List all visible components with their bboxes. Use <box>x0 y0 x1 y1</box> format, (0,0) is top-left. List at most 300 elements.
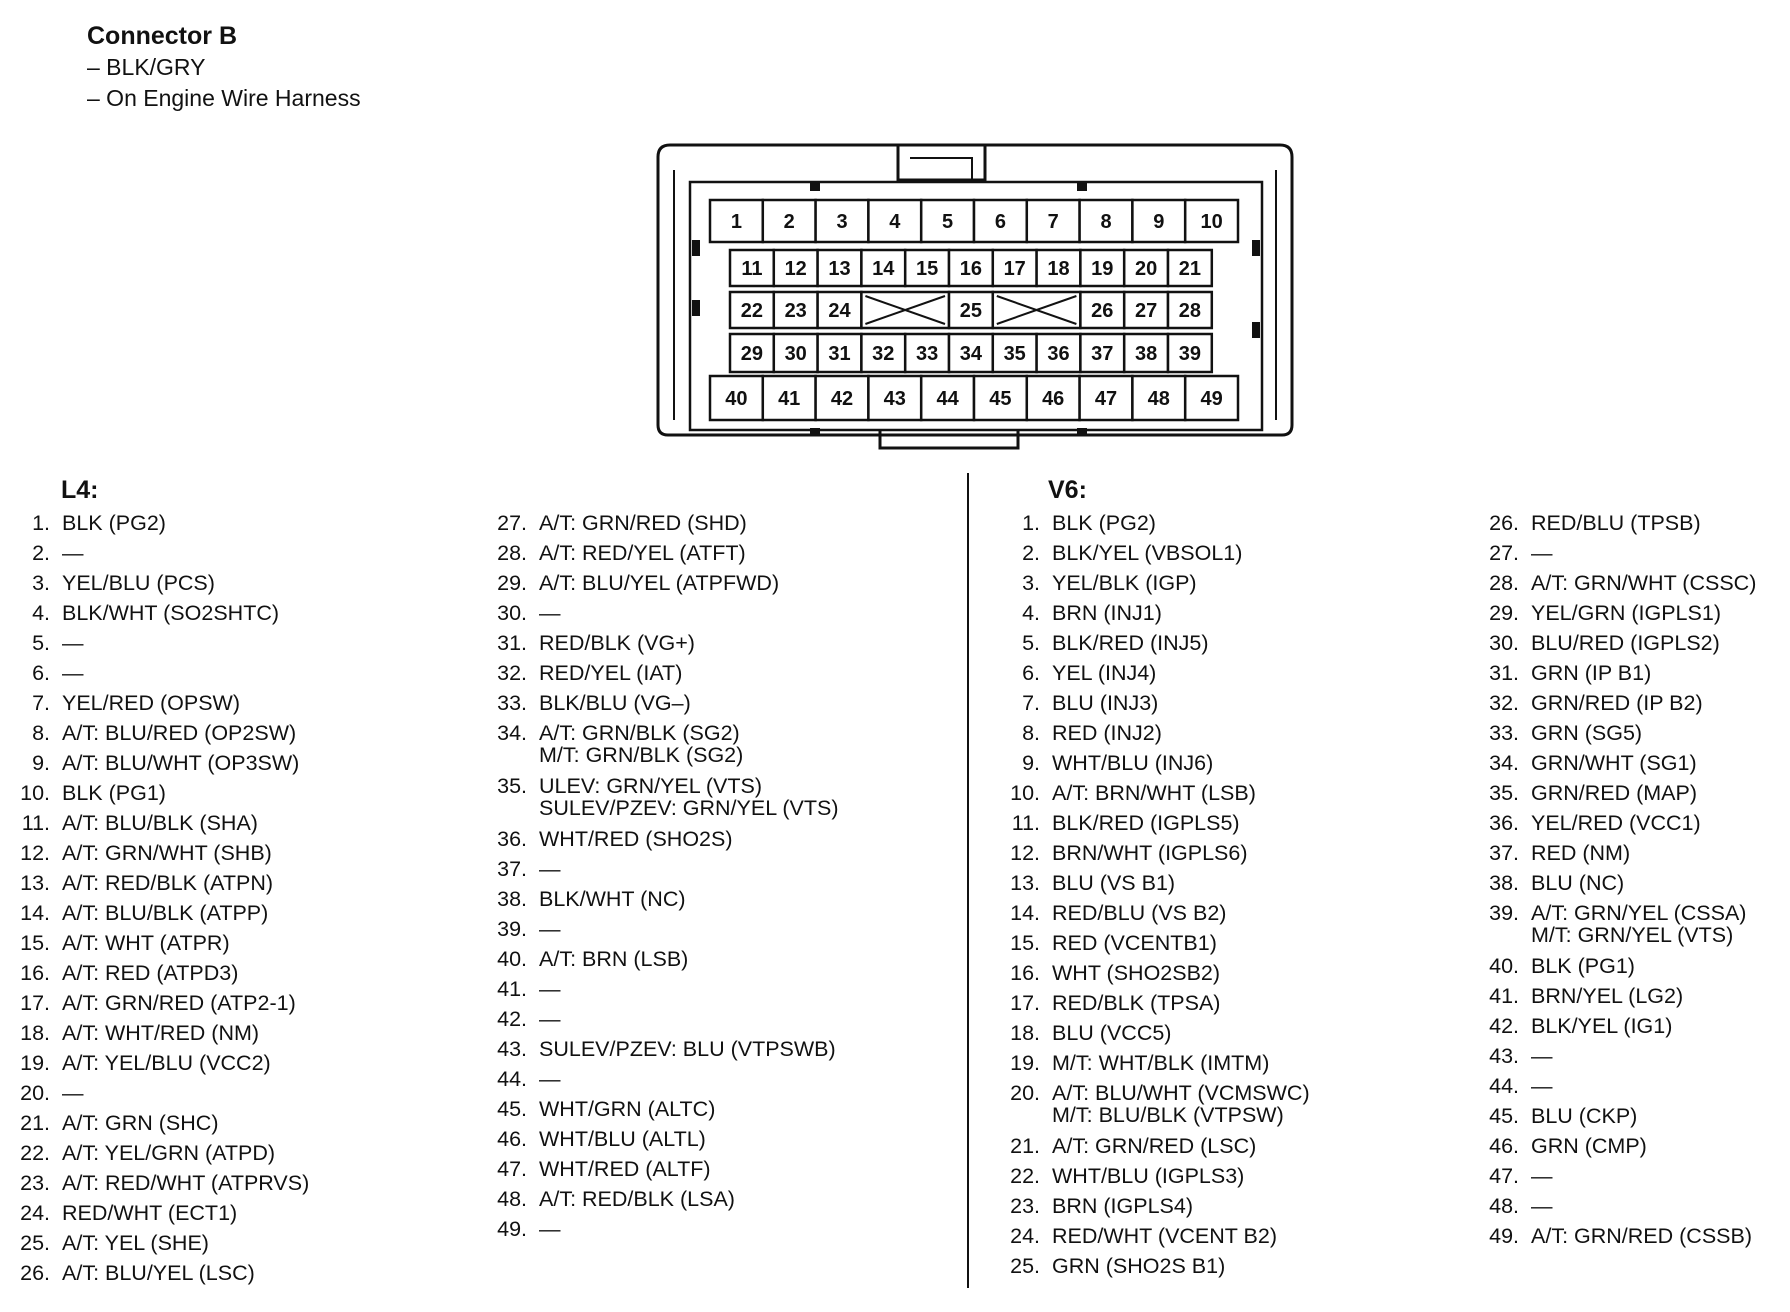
pin-entry <box>990 628 1310 658</box>
pin-entry <box>0 538 309 568</box>
pin-wire-description <box>1052 752 1213 774</box>
v6-pinout-list-2 <box>1469 508 1756 1251</box>
pin-entry <box>0 778 309 808</box>
pin-number-label: 21 <box>1178 258 1202 280</box>
pin-wire-line: RED (VCENTB1) <box>1052 931 1217 955</box>
pin-wire-description <box>1531 542 1553 564</box>
pin-wire-description <box>539 572 779 594</box>
pin-number-label: 40 <box>725 388 748 410</box>
pin-wire-description <box>1052 692 1158 714</box>
pin-wire-description <box>62 902 268 924</box>
pin-number: 5. <box>32 631 50 655</box>
pin-wire-description <box>62 1202 237 1224</box>
pin-wire-description <box>539 1068 561 1090</box>
pin-number-label: 41 <box>778 388 801 410</box>
pin-wire-line: RED/BLU (TPSB) <box>1531 511 1701 535</box>
pin-number-label: 26 <box>1091 300 1114 322</box>
pin-wire-line: A/T: RED (ATPD3) <box>62 961 239 985</box>
pin-entry <box>477 718 838 771</box>
pin-entry <box>990 1131 1310 1161</box>
pin-wire-description <box>1531 1015 1672 1037</box>
pin-wire-line: A/T: RED/BLK (ATPN) <box>62 871 274 895</box>
pin-wire-description <box>1052 842 1248 864</box>
pin-wire-line: WHT/BLU (IGPLS3) <box>1052 1164 1245 1188</box>
connector-color-note: – BLK/GRY <box>87 54 206 80</box>
pin-entry <box>477 974 838 1004</box>
pin-number-label: 32 <box>872 343 895 365</box>
pin-wire-description <box>539 1128 706 1150</box>
pin-wire-description <box>1531 985 1683 1007</box>
pin-number: 29. <box>1489 601 1519 625</box>
pin-number-label: 44 <box>936 388 959 410</box>
pin-wire-description <box>539 632 695 654</box>
pin-entry <box>1469 568 1756 598</box>
pin-entry <box>990 598 1310 628</box>
pin-entry <box>1469 981 1756 1011</box>
pin-entry <box>1469 778 1756 808</box>
pin-entry <box>477 1214 838 1244</box>
pin-number: 7. <box>1022 691 1040 715</box>
pin-entry <box>990 658 1310 688</box>
pin-number: 30. <box>497 601 527 625</box>
pin-wire-line: BRN (INJ1) <box>1052 601 1162 625</box>
pin-wire-description <box>1531 1105 1637 1127</box>
pin-wire-description <box>1052 542 1242 564</box>
pin-number-label: 11 <box>741 258 763 280</box>
pin-number: 17. <box>1010 991 1040 1015</box>
pin-entry <box>990 958 1310 988</box>
pin-wire-line: BLK/RED (IGPLS5) <box>1052 811 1240 835</box>
pin-wire-line: RED/YEL (IAT) <box>539 661 683 685</box>
pin-wire-description <box>1052 1082 1310 1126</box>
pin-wire-description <box>539 512 747 534</box>
pin-wire-description <box>1531 812 1701 834</box>
pin-entry <box>477 771 838 824</box>
pin-wire-line: — <box>1531 1194 1553 1218</box>
pin-number-label: 38 <box>1134 343 1158 365</box>
pin-wire-line: RED/BLU (VS B2) <box>1052 901 1227 925</box>
section-l4-heading: L4: <box>61 476 99 504</box>
pin-entry <box>0 808 309 838</box>
pin-entry <box>0 1228 309 1258</box>
pin-number: 48. <box>1489 1194 1519 1218</box>
pin-wire-line: — <box>62 541 84 565</box>
pin-number: 27. <box>1489 541 1519 565</box>
pin-entry <box>990 718 1310 748</box>
pin-wire-line: RED (NM) <box>1531 841 1631 865</box>
pin-wire-line: BLK (PG2) <box>1052 511 1156 535</box>
pin-wire-description <box>1531 512 1701 534</box>
pin-wire-line: A/T: GRN/WHT (CSSC) <box>1531 571 1757 595</box>
l4-pinout-list-1 <box>0 508 309 1288</box>
pin-wire-description <box>1531 782 1697 804</box>
pin-number: 21. <box>20 1111 50 1135</box>
connector-location-note: – On Engine Wire Harness <box>87 85 361 111</box>
pin-number: 44. <box>1489 1074 1519 1098</box>
pin-wire-description <box>1052 1255 1225 1277</box>
pin-wire-line: A/T: GRN/BLK (SG2) <box>539 721 740 745</box>
pin-number: 4. <box>32 601 50 625</box>
pin-wire-description <box>1052 872 1175 894</box>
pin-entry <box>0 1078 309 1108</box>
pin-number: 8. <box>1022 721 1040 745</box>
pin-entry <box>0 1198 309 1228</box>
pin-wire-line: A/T: BRN (LSB) <box>539 947 689 971</box>
pin-wire-line: BLK/YEL (VBSOL1) <box>1052 541 1243 565</box>
pin-wire-description <box>1052 632 1209 654</box>
pin-wire-description <box>1052 572 1197 594</box>
pin-number: 14. <box>1010 901 1040 925</box>
pin-number: 26. <box>20 1261 50 1285</box>
pin-wire-description <box>1531 572 1756 594</box>
pin-entry <box>1469 658 1756 688</box>
pin-wire-line: BLU (INJ3) <box>1052 691 1159 715</box>
pin-wire-description <box>1531 1135 1647 1157</box>
pin-number: 2. <box>32 541 50 565</box>
pin-number: 22. <box>20 1141 50 1165</box>
pin-wire-description <box>62 602 279 624</box>
pin-number: 13. <box>20 871 50 895</box>
pin-number-label: 1 <box>730 211 742 233</box>
pin-entry <box>990 898 1310 928</box>
pin-number-label: 45 <box>989 388 1012 410</box>
pin-number: 26. <box>1489 511 1519 535</box>
pin-number: 34. <box>497 721 527 745</box>
pin-entry <box>990 538 1310 568</box>
pin-wire-line: A/T: YEL/GRN (ATPD) <box>62 1141 276 1165</box>
pin-entry <box>477 1034 838 1064</box>
pin-number-label: 39 <box>1178 343 1202 365</box>
pin-wire-line: BRN/WHT (IGPLS6) <box>1052 841 1248 865</box>
pin-wire-line: A/T: BLU/BLK (SHA) <box>62 811 258 835</box>
pin-number: 49. <box>497 1217 527 1241</box>
pin-number-label: 18 <box>1047 258 1070 280</box>
pin-entry <box>1469 718 1756 748</box>
pin-entry <box>477 1154 838 1184</box>
pin-wire-line: SULEV/PZEV: BLU (VTPSWB) <box>539 1037 836 1061</box>
pin-number: 38. <box>1489 871 1519 895</box>
pin-entry <box>477 598 838 628</box>
pin-entry <box>990 1078 1310 1131</box>
pin-wire-line: RED/WHT (VCENT B2) <box>1052 1224 1277 1248</box>
pin-number: 42. <box>1489 1014 1519 1038</box>
pin-number-label: 3 <box>836 211 848 233</box>
pin-wire-description <box>1052 902 1226 924</box>
pin-wire-line: — <box>539 917 561 941</box>
pin-wire-description <box>1052 512 1156 534</box>
pin-number-label: 29 <box>740 343 764 365</box>
pin-wire-description <box>1052 992 1220 1014</box>
pin-number: 49. <box>1489 1224 1519 1248</box>
v6-pinout-list-1 <box>990 508 1310 1281</box>
pin-number: 20. <box>20 1081 50 1105</box>
pin-wire-line: BLU (CKP) <box>1531 1104 1638 1128</box>
pin-wire-line: BLU/RED (IGPLS2) <box>1531 631 1720 655</box>
pin-entry <box>1469 1011 1756 1041</box>
pin-wire-description <box>1052 1135 1256 1157</box>
pin-number: 7. <box>32 691 50 715</box>
pin-wire-line: A/T: YEL/BLU (VCC2) <box>62 1051 271 1075</box>
pin-number-label: 27 <box>1134 300 1158 322</box>
pin-number: 47. <box>1489 1164 1519 1188</box>
pin-number: 8. <box>32 721 50 745</box>
pin-number-label: 19 <box>1091 258 1114 280</box>
pin-entry <box>477 508 838 538</box>
pin-entry <box>990 1251 1310 1281</box>
pin-wire-description <box>62 1022 259 1044</box>
pin-number: 2. <box>1022 541 1040 565</box>
pin-entry <box>477 568 838 598</box>
pin-wire-line: YEL/GRN (IGPLS1) <box>1531 601 1721 625</box>
pin-number: 6. <box>1022 661 1040 685</box>
pin-wire-description <box>1531 1075 1553 1097</box>
pin-number: 33. <box>1489 721 1519 745</box>
pin-entry <box>1469 898 1756 951</box>
pin-wire-line: BLK/WHT (SO2SHTC) <box>62 601 280 625</box>
pin-wire-line: A/T: RED/YEL (ATFT) <box>539 541 746 565</box>
pin-wire-line: A/T: RED/WHT (ATPRVS) <box>62 1171 310 1195</box>
pin-number: 28. <box>497 541 527 565</box>
pin-number: 22. <box>1010 1164 1040 1188</box>
pin-wire-line: BRN (IGPLS4) <box>1052 1194 1193 1218</box>
pin-entry <box>990 928 1310 958</box>
pin-wire-line: A/T: GRN/RED (ATP2-1) <box>62 991 296 1015</box>
pin-wire-description <box>62 662 84 684</box>
pin-wire-line: A/T: GRN (SHC) <box>62 1111 219 1135</box>
pin-entry <box>0 838 309 868</box>
pin-entry <box>0 598 309 628</box>
pin-entry <box>0 1048 309 1078</box>
pin-wire-line: GRN (IP B1) <box>1531 661 1652 685</box>
pin-number: 15. <box>1010 931 1040 955</box>
pin-wire-line: M/T: BLU/BLK (VTPSW) <box>1052 1103 1284 1127</box>
pin-entry <box>0 1018 309 1048</box>
pin-number: 43. <box>1489 1044 1519 1068</box>
pin-wire-description <box>1052 602 1162 624</box>
pin-wire-description <box>1531 902 1746 946</box>
pin-number: 9. <box>1022 751 1040 775</box>
pin-wire-line: — <box>539 1007 561 1031</box>
pin-number: 15. <box>20 931 50 955</box>
pin-wire-description <box>539 542 746 564</box>
pin-wire-line: BLK (PG2) <box>62 511 166 535</box>
pin-number: 44. <box>497 1067 527 1091</box>
pin-number: 12. <box>1010 841 1040 865</box>
pin-wire-description <box>1531 662 1651 684</box>
pin-entry <box>477 1094 838 1124</box>
pin-number: 39. <box>1489 901 1519 925</box>
pin-wire-description <box>62 512 166 534</box>
pin-entry <box>1469 688 1756 718</box>
pin-number: 12. <box>20 841 50 865</box>
pin-number: 9. <box>32 751 50 775</box>
pin-number: 3. <box>32 571 50 595</box>
pin-number: 10. <box>20 781 50 805</box>
pin-wire-line: BRN/YEL (LG2) <box>1531 984 1684 1008</box>
section-v6-heading: V6: <box>1048 476 1087 504</box>
pin-wire-line: GRN (SG5) <box>1531 721 1643 745</box>
pin-entry <box>990 1048 1310 1078</box>
pin-number: 25. <box>1010 1254 1040 1278</box>
pin-number: 31. <box>1489 661 1519 685</box>
pin-entry <box>477 824 838 854</box>
pin-number-label: 2 <box>783 211 795 233</box>
pin-number-label: 36 <box>1047 343 1070 365</box>
pin-wire-line: A/T: BLU/WHT (OP3SW) <box>62 751 300 775</box>
pin-wire-description <box>1052 1052 1269 1074</box>
pin-entry <box>0 928 309 958</box>
pin-wire-description <box>1052 722 1162 744</box>
pin-wire-description <box>539 775 838 819</box>
pin-entry <box>990 778 1310 808</box>
pin-number-label: 47 <box>1094 388 1118 410</box>
pin-wire-line: BLK (PG1) <box>62 781 166 805</box>
pin-wire-line: WHT/GRN (ALTC) <box>539 1097 716 1121</box>
pin-wire-description <box>1531 722 1642 744</box>
pin-entry <box>1469 1101 1756 1131</box>
pin-wire-line: M/T: GRN/YEL (VTS) <box>1531 923 1734 947</box>
pin-number: 32. <box>1489 691 1519 715</box>
pin-wire-line: — <box>62 631 84 655</box>
pin-entry <box>477 628 838 658</box>
pin-number-label: 30 <box>784 343 807 365</box>
pin-wire-line: A/T: BLU/WHT (VCMSWC) <box>1052 1081 1310 1105</box>
l4-pinout-list-2 <box>477 508 838 1244</box>
pin-wire-line: GRN (SHO2S B1) <box>1052 1254 1226 1278</box>
pin-number: 41. <box>497 977 527 1001</box>
pin-wire-line: SULEV/PZEV: GRN/YEL (VTS) <box>539 796 839 820</box>
pin-wire-line: — <box>1531 541 1553 565</box>
pin-number: 39. <box>497 917 527 941</box>
pin-entry <box>1469 628 1756 658</box>
pin-entry <box>990 688 1310 718</box>
pin-wire-description <box>1052 812 1240 834</box>
pin-entry <box>477 914 838 944</box>
pin-wire-line: — <box>539 1217 561 1241</box>
pin-entry <box>1469 748 1756 778</box>
pin-wire-line: A/T: BLU/BLK (ATPP) <box>62 901 269 925</box>
pin-wire-line: BLK (PG1) <box>1531 954 1635 978</box>
pin-wire-description <box>539 978 561 1000</box>
pin-number-label: 15 <box>915 258 939 280</box>
pin-wire-line: BLK/BLU (VG–) <box>539 691 691 715</box>
pin-number: 1. <box>1022 511 1040 535</box>
pin-wire-description <box>62 1172 309 1194</box>
pin-number: 47. <box>497 1157 527 1181</box>
pin-wire-description <box>62 542 84 564</box>
pin-wire-line: A/T: GRN/YEL (CSSA) <box>1531 901 1747 925</box>
pin-wire-line: YEL/BLK (IGP) <box>1052 571 1197 595</box>
pin-wire-line: A/T: BLU/YEL (ATPFWD) <box>539 571 780 595</box>
pin-entry <box>0 718 309 748</box>
pin-entry <box>1469 951 1756 981</box>
pin-wire-line: WHT/BLU (INJ6) <box>1052 751 1214 775</box>
pin-wire-line: GRN/WHT (SG1) <box>1531 751 1697 775</box>
pin-wire-line: — <box>539 857 561 881</box>
pin-entry <box>0 988 309 1018</box>
pin-number: 35. <box>1489 781 1519 805</box>
pin-number: 42. <box>497 1007 527 1031</box>
pin-wire-description <box>539 1038 836 1060</box>
pin-number: 23. <box>1010 1194 1040 1218</box>
pin-wire-description <box>1531 872 1624 894</box>
pin-number: 11. <box>21 811 50 835</box>
pin-number: 43. <box>497 1037 527 1061</box>
pin-entry <box>990 1221 1310 1251</box>
pin-wire-line: M/T: GRN/BLK (SG2) <box>539 743 744 767</box>
pin-number-label: 34 <box>959 343 983 365</box>
pin-number: 19. <box>20 1051 50 1075</box>
pin-number: 48. <box>497 1187 527 1211</box>
pin-number: 40. <box>497 947 527 971</box>
pin-entry <box>477 1124 838 1154</box>
pin-entry <box>0 568 309 598</box>
pin-wire-description <box>1531 955 1635 977</box>
pin-wire-line: WHT (SHO2SB2) <box>1052 961 1221 985</box>
pin-number: 20. <box>1010 1081 1040 1105</box>
pin-number: 5. <box>1022 631 1040 655</box>
pin-wire-line: WHT/RED (ALTF) <box>539 1157 711 1181</box>
pin-number: 16. <box>1010 961 1040 985</box>
pin-number: 25. <box>20 1231 50 1255</box>
pin-entry <box>477 1064 838 1094</box>
pin-wire-line: A/T: WHT (ATPR) <box>62 931 230 955</box>
pin-entry <box>990 808 1310 838</box>
pin-entry <box>990 748 1310 778</box>
pin-wire-description <box>62 842 272 864</box>
pin-number: 41. <box>1489 984 1519 1008</box>
pin-wire-line: — <box>1531 1044 1553 1068</box>
pin-wire-line: BLU (VCC5) <box>1052 1021 1172 1045</box>
pin-number-label: 48 <box>1147 388 1170 410</box>
pin-wire-line: YEL/BLU (PCS) <box>62 571 215 595</box>
pin-entry <box>990 1161 1310 1191</box>
pin-wire-description <box>539 1098 715 1120</box>
pin-wire-line: A/T: GRN/WHT (SHB) <box>62 841 272 865</box>
pin-wire-description <box>62 962 238 984</box>
connector-title: Connector B <box>87 22 237 50</box>
pin-wire-line: A/T: BLU/RED (OP2SW) <box>62 721 297 745</box>
pin-wire-description <box>1531 1195 1553 1217</box>
pin-entry <box>1469 598 1756 628</box>
pin-wire-description <box>539 948 688 970</box>
pin-wire-description <box>62 722 296 744</box>
pin-number-label: 42 <box>830 388 854 410</box>
pin-wire-line: A/T: GRN/RED (SHD) <box>539 511 747 535</box>
pin-wire-description <box>1531 602 1721 624</box>
pin-wire-description <box>1052 782 1256 804</box>
pin-wire-line: RED (INJ2) <box>1052 721 1162 745</box>
pin-number: 24. <box>1010 1224 1040 1248</box>
pin-wire-description <box>539 722 743 766</box>
pin-entry <box>0 958 309 988</box>
pin-wire-line: — <box>62 1081 84 1105</box>
pin-wire-line: WHT/RED (SHO2S) <box>539 827 733 851</box>
pin-wire-line: A/T: RED/BLK (LSA) <box>539 1187 735 1211</box>
pin-wire-description <box>62 632 84 654</box>
pin-number-label: 25 <box>959 300 983 322</box>
pin-number: 16. <box>20 961 50 985</box>
pin-entry <box>477 854 838 884</box>
pin-wire-description <box>1531 1045 1553 1067</box>
pin-entry <box>0 508 309 538</box>
pin-number-label: 46 <box>1042 388 1065 410</box>
pin-wire-description <box>62 992 296 1014</box>
pin-wire-line: M/T: WHT/BLK (IMTM) <box>1052 1051 1270 1075</box>
pin-wire-description <box>62 1052 271 1074</box>
pin-wire-line: BLK/YEL (IG1) <box>1531 1014 1673 1038</box>
pin-number: 28. <box>1489 571 1519 595</box>
